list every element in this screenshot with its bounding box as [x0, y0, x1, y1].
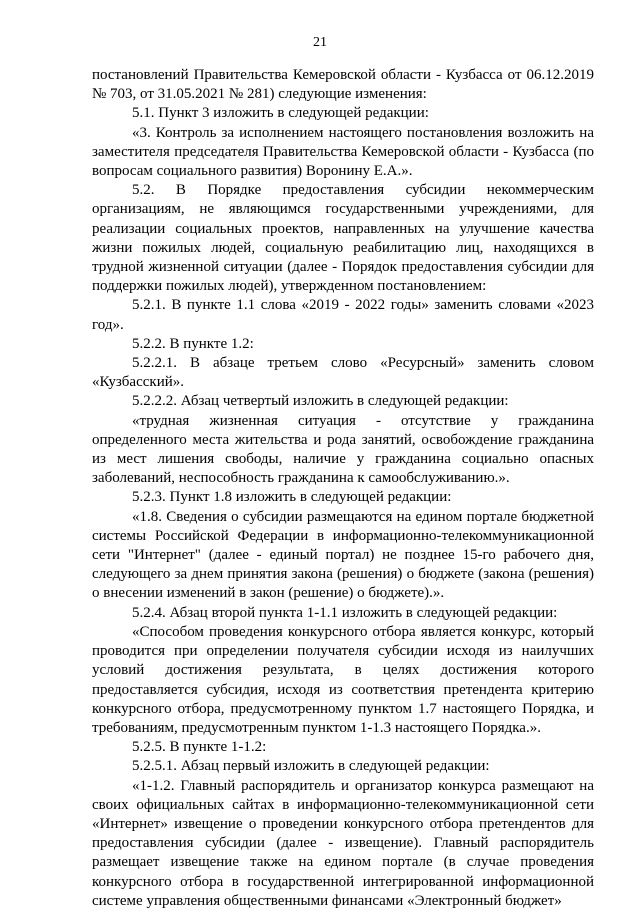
- paragraph: «1-1.2. Главный распорядитель и организатор конкурса размещают на своих официальных сайтах в информационно-телекоммуникационной сети «Интернет» извещение о проведении конкурсного отбора претендентов для предоставления субсидии (далее - извещение). Главный распорядитель размещает извещение также на едином портале (в случае проведения конкурсного отбора в государственной интегрированной информационной системе управления общественными финансами «Электронный бюджет»: [92, 777, 594, 909]
- paragraph: 5.2.5.1. Абзац первый изложить в следующей редакции:: [132, 758, 490, 775]
- paragraph: «трудная жизненная ситуация - отсутствие у гражданина определенного места жительства и рода занятий, освобождение гражданина из мест лишения свободы, наличие у гражданина социально опасных заболеваний, неспособность гражданина к самообслуживанию.».: [92, 412, 594, 487]
- paragraph: 5.2.1. В пункте 1.1 слова «2019 - 2022 годы» заменить словами «2023 год».: [92, 297, 594, 333]
- paragraph: 5.2.2.1. В абзаце третьем слово «Ресурсный» заменить словом «Кузбасский».: [92, 355, 594, 391]
- paragraph: «3. Контроль за исполнением настоящего постановления возложить на заместителя председателя Правительства Кемеровской области - Кузбасса (по вопросам социального развития) Воронину Е.А.».: [92, 124, 594, 180]
- paragraph: 5.2.3. Пункт 1.8 изложить в следующей редакции:: [132, 489, 452, 506]
- paragraph: «1.8. Сведения о субсидии размещаются на едином портале бюджетной системы Российской Федерации в информационно-телекоммуникационной сети "Интернет" (далее - единый портал) не позднее 15-го рабочего дня, следующего за днем принятия закона (решения) о бюджете (закона (решения) о внесении изменений в закон (решение) о бюджете).».: [92, 508, 594, 602]
- paragraph: 5.1. Пункт 3 изложить в следующей редакции:: [132, 105, 429, 122]
- paragraph: постановлений Правительства Кемеровской области - Кузбасса от 06.12.2019 № 703, от 31.05.2021 № 281) следующие изменения:: [92, 67, 594, 103]
- paragraph: 5.2.2. В пункте 1.2:: [132, 335, 254, 352]
- paragraph: 5.2.5. В пункте 1-1.2:: [132, 739, 267, 756]
- paragraph: 5.2.4. Абзац второй пункта 1-1.1 изложить в следующей редакции:: [132, 604, 558, 621]
- paragraph: «Способом проведения конкурсного отбора является конкурс, который проводится при определении получателя субсидии исходя из наилучших условий достижения результата, в целях достижения которого предоставляется субсидия, исходя из соответствия претендента критерию конкурсного отбора, предусмотренному пунктом 1.7 настоящего Порядка, и требованиям, предусмотренным пунктом 1-1.3 настоящего Порядка.».: [92, 623, 594, 736]
- paragraph: 5.2. В Порядке предоставления субсидии некоммерческим организациям, не являющимся государственными учреждениями, для реализации социальных проектов, направленных на улучшение качества жизни пожилых людей, социальную реабилитацию лиц, находящихся в трудной жизненной ситуации (далее - Порядок предоставления субсидии для поддержки пожилых людей), утвержденном постановлением:: [92, 182, 594, 295]
- page-number: 21: [313, 35, 327, 50]
- document-body: [92, 66, 594, 911]
- paragraph: 5.2.2.2. Абзац четвертый изложить в следующей редакции:: [132, 393, 509, 410]
